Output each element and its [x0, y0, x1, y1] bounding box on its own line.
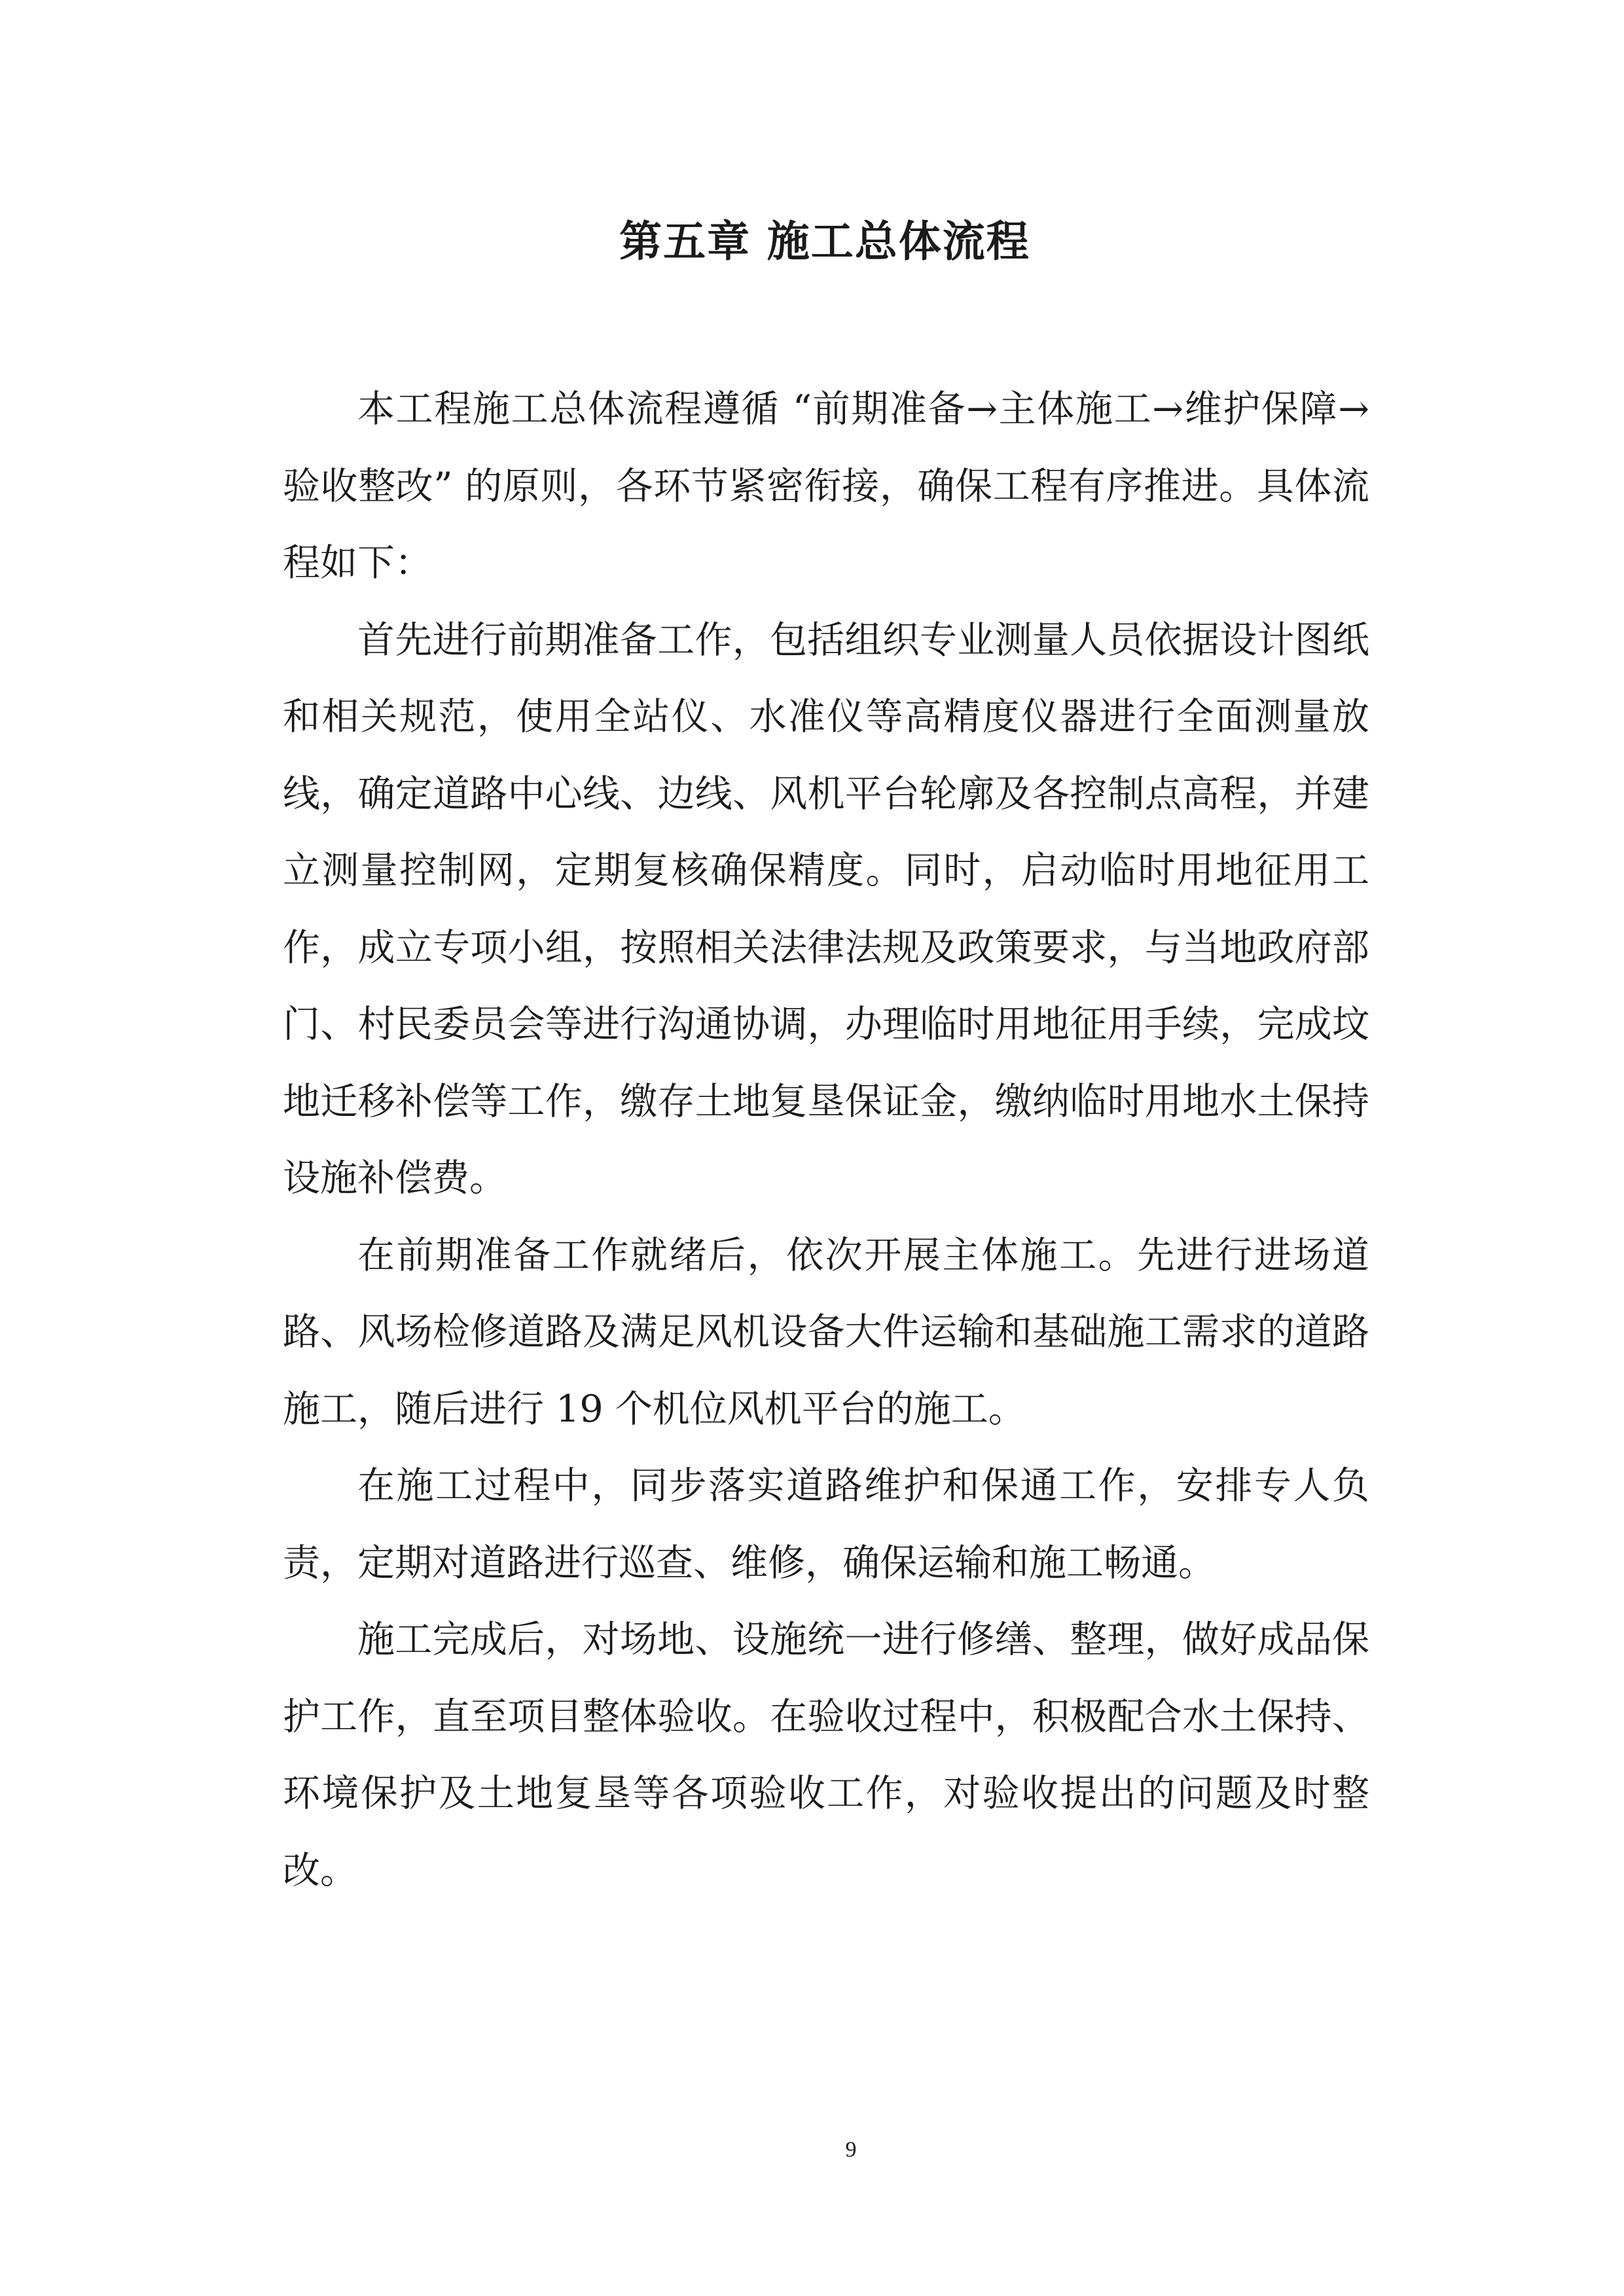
- paragraph-preparation: 首先进行前期准备工作，包括组织专业测量人员依据设计图纸和相关规范，使用全站仪、水准仪等高精度仪器进行全面测量放线，确定道路中心线、边线、风机平台轮廓及各控制点高程，并建立测量控制网，定期复核确保精度。同时，启动临时用地征用工作，成立专项小组，按照相关法律法规及政策要求，与当地政府部门、村民委员会等进行沟通协调，办理临时用地征用手续，完成坟地迁移补偿等工作，缴存土地复垦保证金，缴纳临时用地水土保持设施补偿费。: [283, 618, 1369, 1200]
- paragraph-acceptance: 施工完成后，对场地、设施统一进行修缮、整理，做好成品保护工作，直至项目整体验收。在验收过程中，积极配合水土保持、环境保护及土地复垦等各项验收工作，对验收提出的问题及时整改。: [283, 1618, 1369, 1892]
- document-body: [283, 371, 1369, 1909]
- chapter-title: 第五章 施工总体流程: [619, 217, 1030, 266]
- paragraph-overview: 本工程施工总体流程遵循 “前期准备→主体施工→维护保障→验收整改” 的原则，各环节紧密衔接，确保工程有序推进。具体流程如下：: [283, 387, 1369, 584]
- paragraph-maintenance: 在施工过程中，同步落实道路维护和保通工作，安排专人负责，定期对道路进行巡查、维修，确保运输和施工畅通。: [283, 1464, 1369, 1585]
- paragraph-main-construction: 在前期准备工作就绪后，依次开展主体施工。先进行进场道路、风场检修道路及满足风机设备大件运输和基础施工需求的道路施工，随后进行 19 个机位风机平台的施工。: [283, 1233, 1369, 1431]
- page-number: 9: [845, 2138, 857, 2162]
